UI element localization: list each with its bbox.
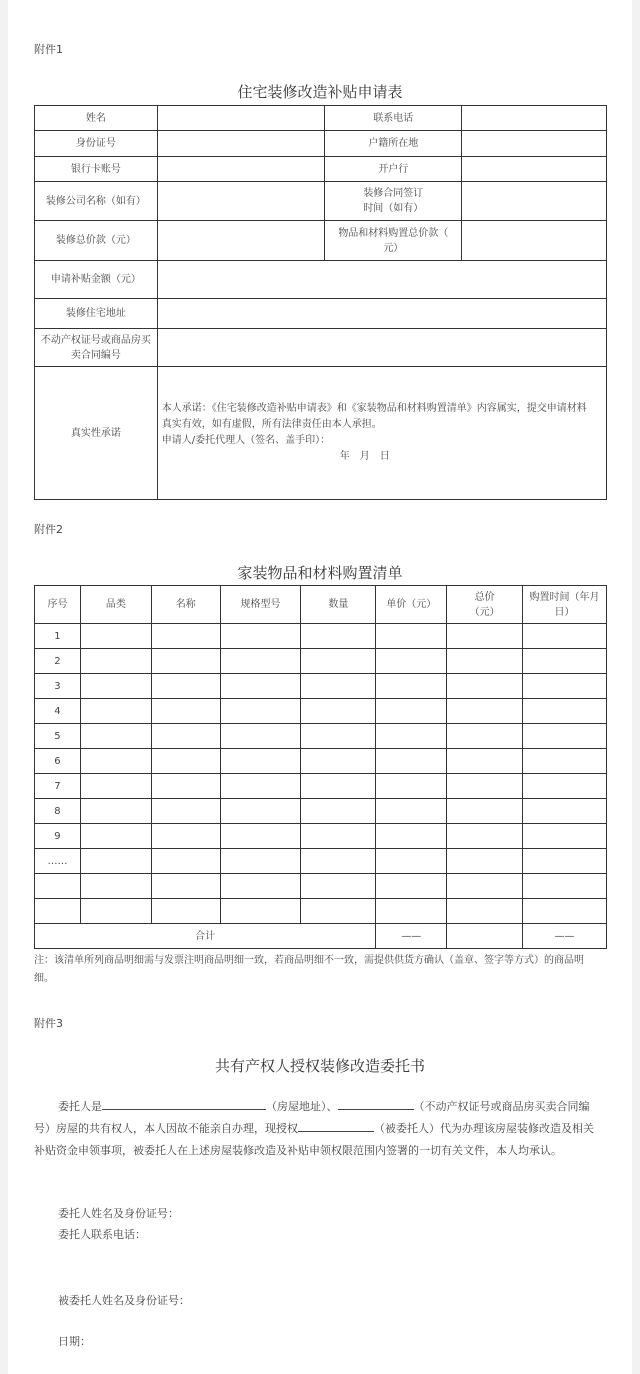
row-cell[interactable]: [80, 649, 151, 674]
row-cell[interactable]: [80, 799, 151, 824]
row-cell[interactable]: [523, 724, 607, 749]
row-cell[interactable]: [80, 674, 151, 699]
table-row: [35, 131, 607, 157]
row-cell[interactable]: [220, 774, 301, 799]
row-cell[interactable]: [220, 724, 301, 749]
row-cell[interactable]: [80, 774, 151, 799]
row-cell[interactable]: [376, 699, 447, 724]
row-cell[interactable]: [376, 749, 447, 774]
row-cell[interactable]: [376, 899, 447, 924]
row-cell[interactable]: [151, 899, 220, 924]
subsidy-label: 申请补贴金额（元）: [35, 261, 158, 299]
bank-branch-cell[interactable]: [462, 157, 607, 182]
company-cell[interactable]: [157, 182, 325, 221]
row-cell[interactable]: [151, 674, 220, 699]
row-cell[interactable]: [220, 749, 301, 774]
row-cell[interactable]: [376, 649, 447, 674]
material-total-label: 物品和材料购置总价款（ 元）: [325, 221, 462, 261]
row-cell[interactable]: [220, 899, 301, 924]
pledge-line: 本人承诺：《住宅装修改造补贴申请表》和《家装物品和材料购置清单》内容属实，提交申请材料: [161, 403, 587, 414]
header-category: 品类: [80, 586, 151, 624]
table-row: [35, 874, 607, 899]
attachment3-label: 附件3: [34, 1017, 63, 1030]
property-cert-cell[interactable]: [157, 329, 606, 367]
bank-cell[interactable]: [157, 157, 325, 182]
row-cell[interactable]: [301, 774, 376, 799]
total-label: 合计: [35, 924, 376, 949]
header-name: 名称: [151, 586, 220, 624]
household-cell[interactable]: [462, 131, 607, 157]
attachment2-label: 附件2: [34, 523, 63, 536]
header-unit-price: 单价（元）: [376, 586, 447, 624]
table-row: [35, 649, 607, 674]
address-cell[interactable]: [157, 299, 606, 329]
row-cell[interactable]: [376, 624, 447, 649]
table-row: [35, 261, 607, 299]
row-cell[interactable]: [447, 674, 523, 699]
household-label: 户籍所在地: [325, 131, 462, 157]
agent-blank[interactable]: [298, 1119, 374, 1132]
row-cell[interactable]: [80, 899, 151, 924]
row-cell[interactable]: [80, 624, 151, 649]
attachment2-title: 家装物品和材料购置清单: [237, 564, 403, 582]
phone-cell[interactable]: [462, 106, 607, 131]
row-index: 1: [35, 624, 81, 649]
table-row: [35, 157, 607, 182]
table-row: [35, 624, 607, 649]
row-cell[interactable]: [151, 724, 220, 749]
id-cell[interactable]: [157, 131, 325, 157]
row-cell[interactable]: [151, 749, 220, 774]
total-price-cell[interactable]: [157, 221, 325, 261]
row-cell[interactable]: [523, 799, 607, 824]
row-cell[interactable]: [447, 724, 523, 749]
row-cell[interactable]: [523, 874, 607, 899]
row-cell[interactable]: [376, 799, 447, 824]
authorization-paragraph: 委托人是 （房屋地址）、 （不动产权证号或商品房买卖合同编 号）房屋的共有权人，本人因故不能亲自办理，现授权 （被委托人）代为办理该房屋装修改造及相关 补贴资金申领事项，被委托人在上述房屋装修改造及补贴申领权限范围内签署的一切有关文件，本人均承认。: [34, 1096, 614, 1162]
bank-branch-label: 开户行: [325, 157, 462, 182]
row-index: 5: [35, 724, 81, 749]
row-cell[interactable]: [220, 849, 301, 874]
row-index: [35, 874, 81, 899]
total-amount-cell[interactable]: [447, 924, 523, 949]
row-index: 3: [35, 674, 81, 699]
row-cell[interactable]: [80, 824, 151, 849]
row-cell[interactable]: [523, 749, 607, 774]
row-index: ……: [35, 849, 81, 874]
purchase-list-table: [34, 585, 607, 949]
agent-name-id-field: 被委托人姓名及身份证号：: [58, 1294, 190, 1307]
row-cell[interactable]: [301, 724, 376, 749]
subsidy-cell[interactable]: [157, 261, 606, 299]
table-row: [35, 221, 607, 261]
row-cell[interactable]: [523, 699, 607, 724]
id-label: 身份证号: [35, 131, 158, 157]
table-total-row: [35, 924, 607, 949]
row-cell[interactable]: [220, 649, 301, 674]
property-cert-label: 不动产权证号或商品房买 卖合同编号: [35, 329, 158, 367]
row-cell[interactable]: [151, 849, 220, 874]
principal-phone-field: 委托人联系电话：: [58, 1228, 146, 1241]
document-page: [8, 0, 632, 1374]
table-row: [35, 699, 607, 724]
row-cell[interactable]: [151, 799, 220, 824]
phone-label: 联系电话: [325, 106, 462, 131]
date-field: 日期：: [58, 1335, 91, 1348]
table-header-row: [35, 586, 607, 624]
row-cell[interactable]: [523, 899, 607, 924]
row-index: 7: [35, 774, 81, 799]
table-row: [35, 899, 607, 924]
row-cell[interactable]: [447, 649, 523, 674]
material-total-cell[interactable]: [462, 221, 607, 261]
header-spec: 规格型号: [220, 586, 301, 624]
table-row: [35, 799, 607, 824]
row-cell[interactable]: [376, 724, 447, 749]
row-cell[interactable]: [151, 624, 220, 649]
pledge-date: 年 月 日: [339, 451, 390, 462]
table-row: [35, 849, 607, 874]
company-label: 装修公司名称（如有）: [35, 182, 158, 221]
table-row: [35, 329, 607, 367]
row-cell[interactable]: [301, 899, 376, 924]
row-cell[interactable]: [523, 649, 607, 674]
row-cell[interactable]: [220, 874, 301, 899]
table-row: [35, 774, 607, 799]
attachment1-title: 住宅装修改造补贴申请表: [237, 83, 403, 101]
table-row: [35, 749, 607, 774]
total-date-dash: ——: [523, 924, 607, 949]
row-cell[interactable]: [80, 849, 151, 874]
contract-time-cell[interactable]: [462, 182, 607, 221]
row-cell[interactable]: [523, 624, 607, 649]
row-index: [35, 899, 81, 924]
header-index: 序号: [35, 586, 81, 624]
row-cell[interactable]: [376, 824, 447, 849]
row-cell[interactable]: [447, 749, 523, 774]
row-cell[interactable]: [376, 849, 447, 874]
contract-time-label: 装修合同签订 时间（如有）: [325, 182, 462, 221]
row-cell[interactable]: [220, 799, 301, 824]
row-index: 9: [35, 824, 81, 849]
table-row: [35, 106, 607, 131]
row-cell[interactable]: [151, 874, 220, 899]
header-quantity: 数量: [301, 586, 376, 624]
name-cell[interactable]: [157, 106, 325, 131]
row-index: 4: [35, 699, 81, 724]
row-cell[interactable]: [151, 649, 220, 674]
row-cell[interactable]: [151, 699, 220, 724]
table-row: [35, 182, 607, 221]
attachment1-label: 附件1: [34, 43, 63, 56]
header-purchase-date: 购置时间（年月 日）: [523, 586, 607, 624]
authenticity-label: 真实性承诺: [35, 367, 158, 500]
header-total-price: 总价 （元）: [447, 586, 523, 624]
pledge-signature-line: 申请人/委托代理人（签名、盖手印）：: [161, 435, 331, 446]
row-cell[interactable]: [447, 849, 523, 874]
row-cell[interactable]: [301, 799, 376, 824]
row-cell[interactable]: [447, 624, 523, 649]
row-cell[interactable]: [301, 824, 376, 849]
row-cell[interactable]: [80, 874, 151, 899]
name-label: 姓名: [35, 106, 158, 131]
row-cell[interactable]: [301, 649, 376, 674]
subsidy-application-table: [34, 105, 607, 500]
pledge-line: 真实有效，如有虚假，所有法律责任由本人承担。: [161, 419, 382, 430]
table-row: [35, 674, 607, 699]
row-cell[interactable]: [447, 824, 523, 849]
address-label: 装修住宅地址: [35, 299, 158, 329]
total-price-label: 装修总价款（元）: [35, 221, 158, 261]
row-cell[interactable]: [523, 674, 607, 699]
row-cell[interactable]: [151, 774, 220, 799]
row-cell[interactable]: [447, 774, 523, 799]
row-cell[interactable]: [220, 674, 301, 699]
row-cell[interactable]: [301, 874, 376, 899]
table-row: [35, 824, 607, 849]
authenticity-pledge: [157, 367, 606, 500]
row-cell[interactable]: [151, 824, 220, 849]
row-index: 8: [35, 799, 81, 824]
table-row: [35, 367, 607, 500]
row-cell[interactable]: [301, 699, 376, 724]
row-index: 2: [35, 649, 81, 674]
row-cell[interactable]: [376, 674, 447, 699]
table-row: [35, 724, 607, 749]
row-cell[interactable]: [301, 624, 376, 649]
row-cell[interactable]: [220, 824, 301, 849]
cert-number-blank[interactable]: [338, 1097, 414, 1110]
row-cell[interactable]: [523, 774, 607, 799]
row-cell[interactable]: [447, 799, 523, 824]
attachment3-title: 共有产权人授权装修改造委托书: [214, 1057, 425, 1075]
row-cell[interactable]: [376, 874, 447, 899]
table-row: [35, 299, 607, 329]
total-dash: ——: [376, 924, 447, 949]
row-cell[interactable]: [220, 699, 301, 724]
row-cell[interactable]: [447, 699, 523, 724]
row-index: 6: [35, 749, 81, 774]
row-cell[interactable]: [80, 699, 151, 724]
row-cell[interactable]: [523, 824, 607, 849]
row-cell[interactable]: [447, 874, 523, 899]
purchase-list-note: 注：该清单所列商品明细需与发票注明商品明细一致，若商品明细不一致，需提供供货方确认（盖章、签字等方式）的商品明 细。: [34, 955, 584, 984]
bank-label: 银行卡账号: [35, 157, 158, 182]
row-cell[interactable]: [80, 724, 151, 749]
house-address-blank[interactable]: [102, 1097, 266, 1110]
row-cell[interactable]: [523, 849, 607, 874]
row-cell[interactable]: [301, 849, 376, 874]
row-cell[interactable]: [301, 674, 376, 699]
row-cell[interactable]: [376, 774, 447, 799]
row-cell[interactable]: [447, 899, 523, 924]
row-cell[interactable]: [220, 624, 301, 649]
row-cell[interactable]: [301, 749, 376, 774]
principal-name-id-field: 委托人姓名及身份证号：: [58, 1207, 179, 1220]
row-cell[interactable]: [80, 749, 151, 774]
